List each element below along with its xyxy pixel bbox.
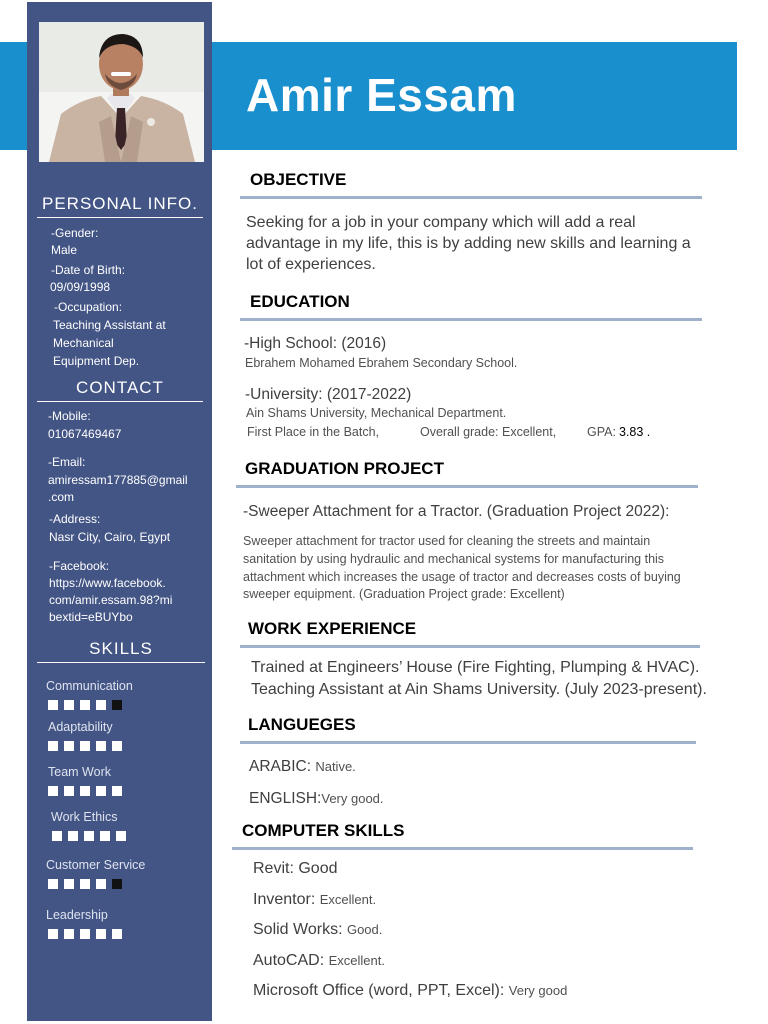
gender-label: -Gender: bbox=[51, 226, 99, 240]
address-value: Nasr City, Cairo, Egypt bbox=[49, 530, 171, 544]
dob-label: -Date of Birth: bbox=[51, 263, 126, 277]
facebook-link-line-2[interactable]: com/amir.essam.98?mi bbox=[49, 593, 173, 607]
project-description-line-3: attachment which increases the usage of tractor and decreases costs of buying bbox=[243, 570, 681, 584]
occupation-line-2: Mechanical bbox=[53, 336, 114, 350]
skill-rating-square bbox=[116, 831, 126, 841]
skill-rating bbox=[48, 879, 122, 889]
skill-rating-square bbox=[80, 786, 90, 796]
graduation-project-title: GRADUATION PROJECT bbox=[245, 459, 444, 478]
education-title: EDUCATION bbox=[250, 292, 350, 311]
graduation-project-rule bbox=[236, 485, 698, 488]
skill-rating-square bbox=[64, 879, 74, 889]
software-name: Revit: bbox=[253, 860, 294, 877]
software-level: Good bbox=[298, 860, 338, 877]
skill-rating-square bbox=[64, 929, 74, 939]
skill-label: Work Ethics bbox=[51, 810, 118, 824]
skill-label: Communication bbox=[46, 679, 133, 693]
gender-value: Male bbox=[51, 243, 78, 257]
language-level: Very good. bbox=[321, 791, 384, 806]
software-item bbox=[253, 982, 567, 1000]
header-banner-left bbox=[0, 42, 30, 150]
project-description-line-4: sweeper equipment. (Graduation Project grade: Excellent) bbox=[243, 587, 565, 601]
software-name: AutoCAD: bbox=[253, 952, 325, 969]
software-item bbox=[253, 860, 338, 878]
skill-label: Adaptability bbox=[48, 720, 113, 734]
skill-rating-square bbox=[100, 831, 110, 841]
objective-line-2: advantage in my life, this is by adding new skills and learning a bbox=[246, 235, 691, 252]
skill-rating-square bbox=[68, 831, 78, 841]
skill-rating-square bbox=[96, 929, 106, 939]
email-value-line-2[interactable]: .com bbox=[48, 490, 75, 504]
skill-rating-square bbox=[80, 741, 90, 751]
skill-rating bbox=[48, 700, 122, 710]
software-item bbox=[253, 891, 376, 909]
address-label: -Address: bbox=[49, 512, 101, 526]
language-level: Native. bbox=[315, 759, 356, 774]
skill-rating-square bbox=[112, 786, 122, 796]
skill-rating-square bbox=[96, 741, 106, 751]
skill-rating-square bbox=[84, 831, 94, 841]
skill-rating bbox=[48, 786, 122, 796]
skill-rating-square bbox=[48, 700, 58, 710]
software-level: Good. bbox=[346, 922, 383, 937]
computer-skills-rule bbox=[232, 847, 693, 850]
language-name: ENGLISH: bbox=[249, 790, 322, 807]
skill-rating-square bbox=[96, 786, 106, 796]
software-name: Solid Works: bbox=[253, 921, 343, 938]
objective-line-1: Seeking for a job in your company which will add a real bbox=[246, 214, 636, 231]
high-school-name: Ebrahem Mohamed Ebrahem Secondary School. bbox=[245, 356, 518, 370]
language-item bbox=[249, 790, 384, 808]
language-item bbox=[249, 758, 356, 776]
objective-title: OBJECTIVE bbox=[250, 170, 347, 189]
high-school-heading: -High School: (2016) bbox=[244, 335, 387, 352]
skill-label: Customer Service bbox=[46, 858, 146, 872]
occupation-label: -Occupation: bbox=[54, 300, 123, 314]
email-value-line-1[interactable]: amiressam177885@gmail bbox=[48, 473, 188, 487]
software-item bbox=[253, 952, 385, 970]
university-name: Ain Shams University, Mechanical Department. bbox=[246, 406, 507, 420]
education-rule bbox=[240, 318, 702, 321]
skill-label: Team Work bbox=[48, 765, 111, 779]
facebook-label: -Facebook: bbox=[49, 559, 110, 573]
software-name: Inventor: bbox=[253, 891, 316, 908]
profile-photo bbox=[39, 22, 204, 162]
dob-value: 09/09/1998 bbox=[50, 280, 111, 294]
skill-rating-square bbox=[112, 700, 122, 710]
software-level: Very good bbox=[508, 983, 568, 998]
skill-rating-square bbox=[48, 929, 58, 939]
skill-rating bbox=[48, 741, 122, 751]
gpa-label: GPA: bbox=[587, 425, 616, 439]
mobile-value[interactable]: 01067469467 bbox=[48, 427, 122, 441]
candidate-name: Amir Essam bbox=[246, 69, 517, 121]
project-description-line-2: sanitation by using hydraulic and mechanical systems for manufacturing this bbox=[243, 552, 665, 566]
work-experience-rule bbox=[240, 645, 700, 648]
skill-label: Leadership bbox=[46, 908, 108, 922]
skill-rating-square bbox=[64, 786, 74, 796]
project-heading: -Sweeper Attachment for a Tractor. (Graduation Project 2022): bbox=[243, 503, 670, 520]
software-name: Microsoft Office (word, PPT, Excel): bbox=[253, 982, 505, 999]
facebook-link-line-3[interactable]: bextid=eBUYbo bbox=[49, 610, 133, 624]
work-item-2: Teaching Assistant at Ain Shams University. (July 2023-present). bbox=[251, 681, 707, 698]
language-name: ARABIC: bbox=[249, 758, 312, 775]
skill-rating-square bbox=[48, 741, 58, 751]
skill-rating-square bbox=[52, 831, 62, 841]
personal-info-title: PERSONAL INFO. bbox=[37, 194, 203, 218]
skill-rating-square bbox=[64, 741, 74, 751]
skill-rating-square bbox=[80, 929, 90, 939]
objective-rule bbox=[240, 196, 702, 199]
skill-rating bbox=[52, 831, 126, 841]
computer-skills-title: COMPUTER SKILLS bbox=[242, 821, 405, 840]
mobile-label: -Mobile: bbox=[48, 409, 91, 423]
occupation-line-3: Equipment Dep. bbox=[53, 354, 140, 368]
gpa-value: 3.83 . bbox=[619, 425, 651, 439]
skill-rating-square bbox=[96, 700, 106, 710]
software-level: Excellent. bbox=[328, 953, 385, 968]
software-level: Excellent. bbox=[319, 892, 377, 907]
skills-title: SKILLS bbox=[37, 639, 205, 663]
skill-rating-square bbox=[112, 879, 122, 889]
contact-title: CONTACT bbox=[37, 378, 203, 402]
occupation-line-1: Teaching Assistant at bbox=[53, 318, 166, 332]
skill-rating-square bbox=[80, 700, 90, 710]
university-rank: First Place in the Batch, bbox=[247, 425, 380, 439]
skill-rating bbox=[48, 929, 122, 939]
skill-rating-square bbox=[96, 879, 106, 889]
skill-rating-square bbox=[112, 929, 122, 939]
work-experience-title: WORK EXPERIENCE bbox=[248, 619, 417, 638]
languages-rule bbox=[240, 741, 696, 744]
header-banner bbox=[210, 42, 737, 150]
university-heading: -University: (2017-2022) bbox=[245, 386, 412, 403]
sidebar bbox=[27, 2, 212, 1021]
skill-rating-square bbox=[48, 786, 58, 796]
facebook-link-line-1[interactable]: https://www.facebook. bbox=[49, 576, 166, 590]
skill-rating-square bbox=[80, 879, 90, 889]
skill-rating-square bbox=[48, 879, 58, 889]
work-item-1: Trained at Engineers’ House (Fire Fighting, Plumping & HVAC). bbox=[251, 659, 700, 676]
software-item bbox=[253, 921, 382, 939]
project-description-line-1: Sweeper attachment for tractor used for cleaning the streets and maintain bbox=[243, 534, 651, 548]
university-grade: Overall grade: Excellent, bbox=[420, 425, 557, 439]
email-label: -Email: bbox=[48, 455, 86, 469]
skill-rating-square bbox=[64, 700, 74, 710]
languages-title: LANGUEGES bbox=[248, 715, 356, 734]
objective-line-3: lot of experiences. bbox=[246, 256, 376, 273]
skill-rating-square bbox=[112, 741, 122, 751]
